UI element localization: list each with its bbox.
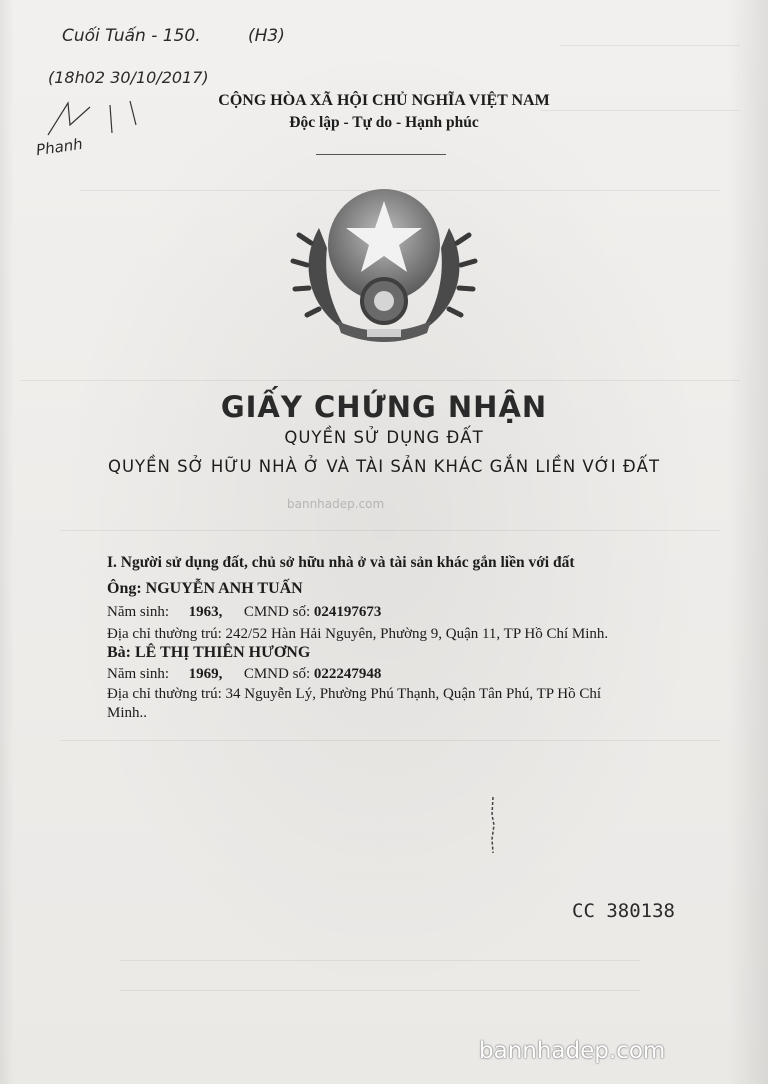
birth-label: Năm sinh: [107, 604, 170, 620]
bleed-through-line [60, 530, 720, 531]
site-watermark: bannhadep.com [479, 1038, 666, 1064]
owner-1-name: Ông: NGUYỄN ANH TUẤN [107, 580, 303, 597]
birth-label: Năm sinh: [107, 666, 170, 682]
bleed-through-line [120, 990, 640, 991]
bleed-through-line [60, 740, 720, 741]
owner-2-address-line-1: Địa chỉ thường trú: 34 Nguyễn Lý, Phường Phú Thạnh, Quận Tân Phú, TP Hồ Chí [107, 686, 602, 702]
owner-1-birth-id [107, 604, 381, 621]
owner-2-birth-year: 1969, [188, 666, 223, 682]
bleed-through-line [560, 45, 740, 46]
certificate-subtitle-house: QUYỀN SỞ HỮU NHÀ Ở VÀ TÀI SẢN KHÁC GẮN LIỀN VỚI ĐẤT [107, 457, 661, 476]
scan-shadow-left [0, 0, 14, 1084]
owner-2-birth-id [107, 666, 381, 683]
bleed-through-line [120, 960, 640, 961]
owner-1-birth-year: 1963, [188, 604, 223, 620]
section-heading-owners: I. Người sử dụng đất, chủ sở hữu nhà ở và tài sản khác gắn liền với đất [107, 554, 575, 571]
id-label: CMND số: [243, 604, 311, 620]
motto-underline [316, 154, 446, 155]
certificate-subtitle-land: QUYỀN SỬ DỤNG ĐẤT [284, 428, 484, 447]
owner-2-address-line-2: Minh.. [107, 705, 148, 721]
national-emblem-icon [289, 173, 479, 353]
republic-heading: CỘNG HÒA XÃ HỘI CHỦ NGHĨA VIỆT NAM [218, 92, 550, 109]
certificate-title: GIẤY CHỨNG NHẬN [220, 390, 548, 424]
bleed-through-line [540, 110, 740, 111]
bleed-through-line [20, 380, 740, 381]
pen-mark-icon [486, 795, 500, 855]
faint-watermark: bannhadep.com [287, 497, 385, 511]
handwritten-signature: Phanh [34, 134, 84, 160]
owner-1-address: Địa chỉ thường trú: 242/52 Hàn Hải Nguyên, Phường 9, Quận 11, TP Hồ Chí Minh. [107, 626, 609, 642]
handwritten-date: (18h02 30/10/2017) [48, 68, 209, 87]
owner-1-id-number: 024197673 [313, 604, 382, 620]
scan-shadow-right [728, 0, 768, 1084]
motto: Độc lập - Tự do - Hạnh phúc [289, 114, 479, 131]
owner-2-id-number: 022247948 [313, 666, 382, 682]
id-label: CMND số: [243, 666, 311, 682]
serial-number: CC 380138 [572, 900, 675, 922]
handwritten-tag: (H3) [248, 26, 285, 46]
handwritten-note: Cuối Tuấn - 150. [62, 26, 201, 46]
owner-2-name: Bà: LÊ THỊ THIÊN HƯƠNG [107, 644, 311, 661]
